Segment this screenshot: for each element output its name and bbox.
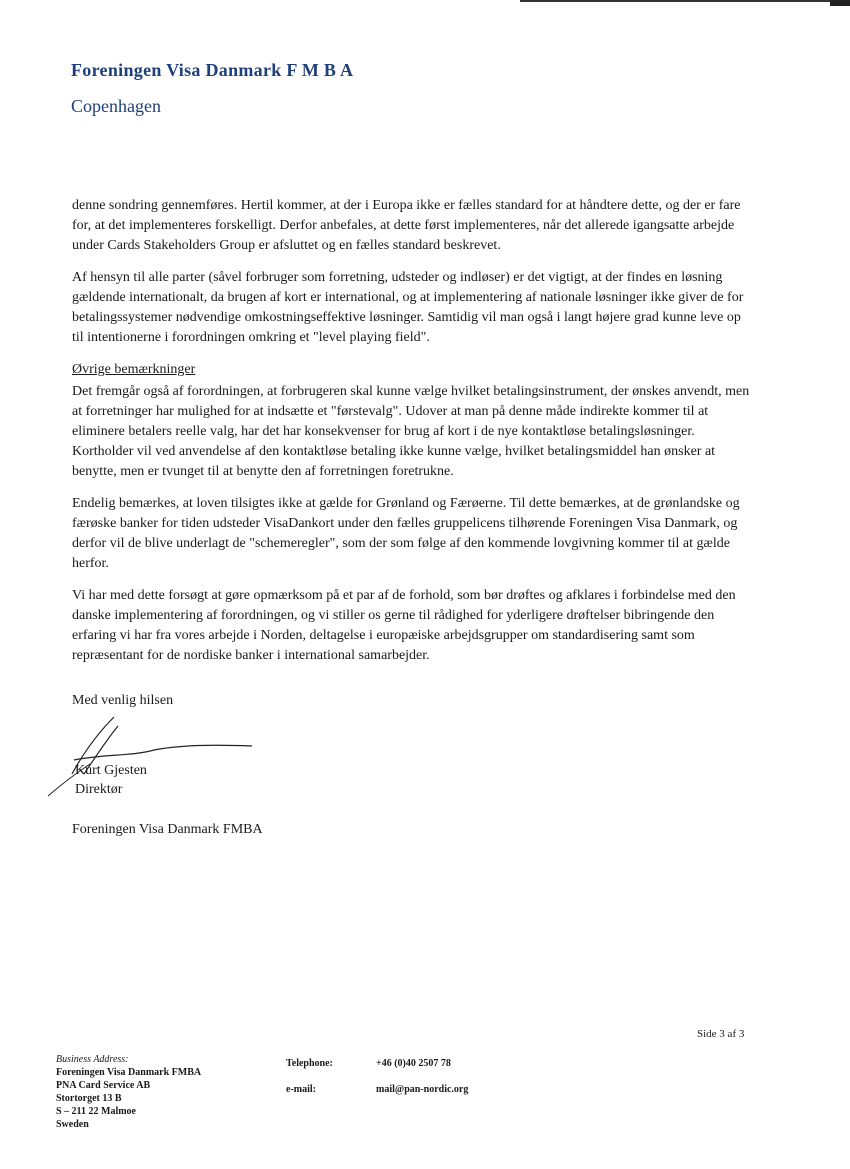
footer-address-label: Business Address: bbox=[56, 1054, 129, 1065]
header-organization-title: Foreningen Visa Danmark F M B A bbox=[71, 60, 354, 80]
footer-address-line: Stortorget 13 B bbox=[56, 1093, 122, 1104]
footer-address-line: S – 211 22 Malmoe bbox=[56, 1106, 136, 1117]
email-label: e-mail: bbox=[286, 1084, 316, 1095]
email-value: mail@pan-nordic.org bbox=[376, 1084, 469, 1095]
section-paragraph-3: Vi har med dette forsøgt at gøre opmærksom på et par af de forhold, som bør drøftes og afklares i forbindelse med den danske implementering af forordningen, og vi stiller os gerne til rådighed for yderligere drøftelser bibringende den erfaring vi har fra vores arbejde i Norden, deltagelse i europæiske arbejdsgrupper om standardisering samt som repræsentant for de nordiske banker i international samarbejder. bbox=[72, 588, 736, 663]
footer-address-line: PNA Card Service AB bbox=[56, 1080, 151, 1091]
letter-body bbox=[72, 196, 752, 678]
footer-contact-values bbox=[376, 1058, 468, 1110]
telephone-label: Telephone: bbox=[286, 1058, 333, 1069]
signatory-name: Kurt Gjesten bbox=[75, 763, 147, 778]
signatory-title: Direktør bbox=[75, 782, 123, 797]
body-paragraph-2: Af hensyn til alle parter (såvel forbruger som forretning, udsteder og indløser) er det vigtigt, at der findes en løsning gældende internationalt, da brugen af kort er international, og at implementering af nationale løsninger ikke giver de for betalingssystemer nødvendige omkostningseffektive løsninger. Samtidig vil man også i langt højere grad kunne leve op til intentionerne i forordningen omkring et "level playing field". bbox=[72, 270, 744, 345]
signatory-organization: Foreningen Visa Danmark FMBA bbox=[72, 822, 263, 837]
footer-address-line: Foreningen Visa Danmark FMBA bbox=[56, 1067, 202, 1078]
body-paragraph-1: denne sondring gennemføres. Hertil kommer, at der i Europa ikke er fælles standard for at håndtere dette, og der er fare for, at det implementeres forskelligt. Derfor anbefales, at dette først implementeres, når det allerede igangsatte arbejde under Cards Stakeholders Group er afsluttet og en fælles standard beskrevet. bbox=[72, 198, 741, 253]
section-paragraph-1: Det fremgår også af forordningen, at forbrugeren skal kunne vælge hvilket betalingsinstrument, der ønskes anvendt, men at forretninger har mulighed for at indsætte et "førstevalg". Udover at man på denne måde indirekte kommer til at eliminere betalers reelle valg, har det har konsekvenser for brug af kort i de nye kontaktløse betalingsløsninger. Kortholder vil ved anvendelse af den kontaktløse betaling ikke kunne vælge, hvilket betalingsmiddel han ønsker at benytte, men er tvunget til at benytte den af forretningen foretrukne. bbox=[72, 384, 750, 479]
page-number: Side 3 af 3 bbox=[697, 1028, 745, 1040]
footer-contact-labels bbox=[286, 1058, 333, 1110]
section-paragraph-2: Endelig bemærkes, at loven tilsigtes ikke at gælde for Grønland og Færøerne. Til dette bemærkes, at de grønlandske og færøske banker for tiden udsteder VisaDankort under den fælles gruppelicens tilhørende Foreningen Visa Danmark, og derfor vil de blive underlagt de "schemeregler", som der som følge af den kommende lovgivning kommer til at gælde herfor. bbox=[72, 496, 740, 571]
telephone-value: +46 (0)40 2507 78 bbox=[376, 1058, 451, 1069]
footer-address bbox=[56, 1053, 201, 1131]
header-city: Copenhagen bbox=[71, 96, 161, 116]
top-edge-line bbox=[520, 0, 830, 2]
closing-greeting: Med venlig hilsen bbox=[72, 693, 174, 708]
section-heading: Øvrige bemærkninger bbox=[72, 362, 196, 377]
footer-address-line: Sweden bbox=[56, 1119, 89, 1130]
top-edge-mark bbox=[830, 0, 850, 6]
